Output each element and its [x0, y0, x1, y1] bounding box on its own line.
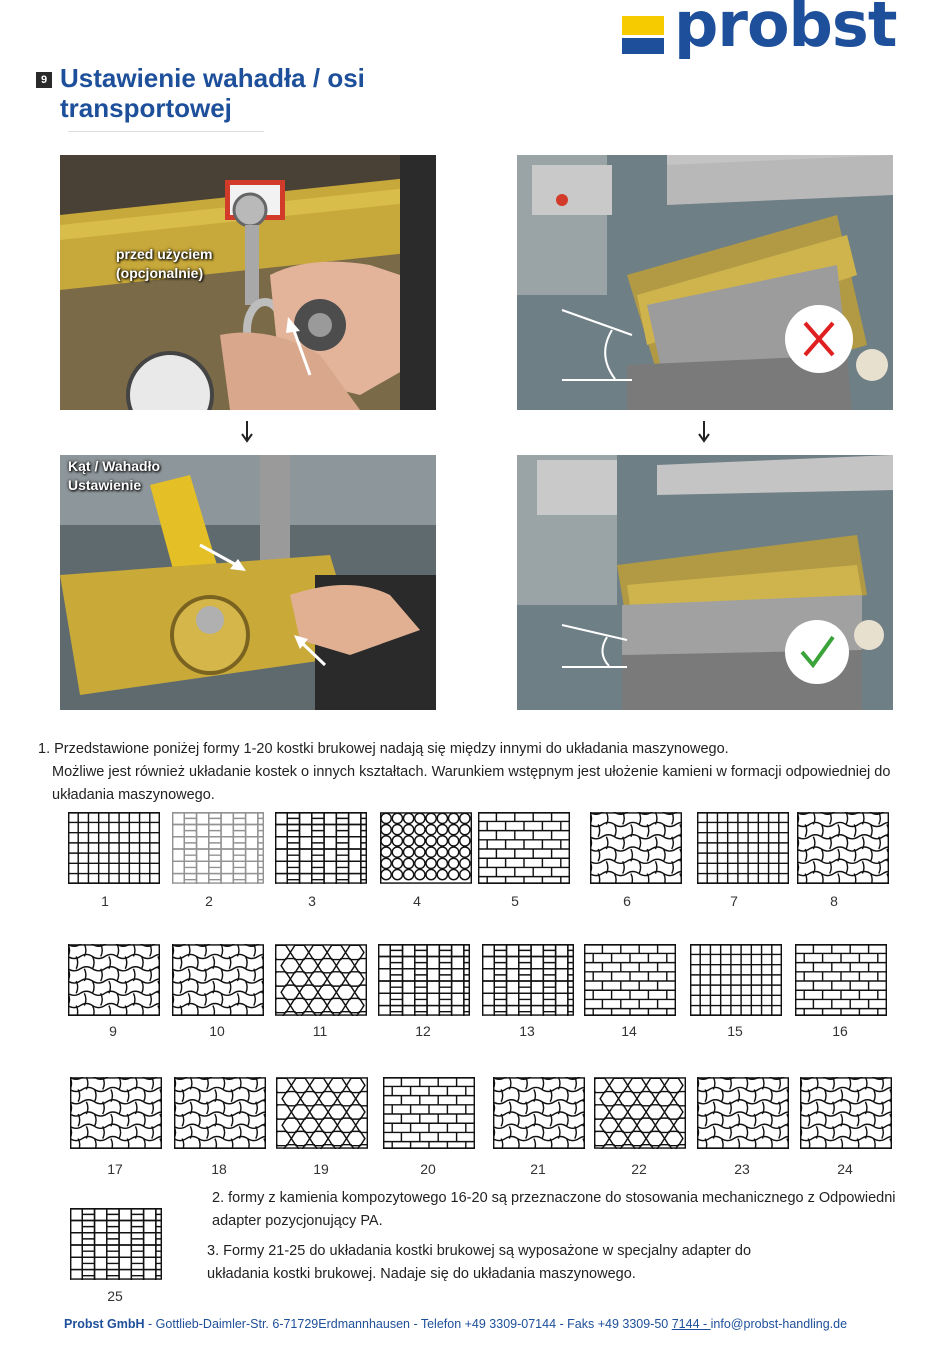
pattern-number: 22 — [631, 1161, 647, 1177]
check-icon — [785, 620, 786, 621]
caption-line-1: Kąt / Wahadło — [68, 458, 161, 474]
photo-angle-setting — [60, 455, 436, 710]
instruction-1-line-3: układania maszynowego. — [52, 787, 215, 803]
instruction-1-line-2: Możliwe jest również układanie kostek o innych kształtach. Warunkiem wstępnym jest ułożenie kamieni w formacji odpowiedniej do — [52, 764, 891, 780]
paving-pattern-4 — [380, 812, 472, 884]
section-number-badge: 9 — [36, 72, 52, 88]
pattern-number: 10 — [209, 1023, 225, 1039]
arrow-down-icon — [240, 421, 254, 443]
title-divider — [68, 131, 264, 132]
paving-pattern-2 — [172, 812, 264, 884]
pattern-number: 11 — [312, 1023, 328, 1039]
instruction-1 — [38, 738, 918, 807]
instruction-3-line-1: 3. Formy 21-25 do układania kostki brukowej są wyposażone w specjalny adapter do — [207, 1243, 752, 1259]
photo-wrong-angle — [517, 155, 893, 410]
pattern-number: 9 — [109, 1023, 117, 1039]
paving-pattern-7 — [697, 812, 789, 884]
pattern-number: 14 — [621, 1023, 637, 1039]
pattern-number: 8 — [830, 893, 838, 909]
pattern-number: 23 — [734, 1161, 750, 1177]
pattern-number: 25 — [107, 1288, 123, 1304]
pattern-number: 21 — [530, 1161, 546, 1177]
caption-line-2: (opcjonalnie) — [116, 265, 204, 281]
instruction-2-line-1: 2. formy z kamienia kompozytowego 16-20 są przeznaczone do stosowania mechanicznego z Odpowiedni — [212, 1190, 896, 1206]
instruction-2 — [212, 1187, 932, 1233]
cross-icon — [785, 305, 786, 306]
paving-pattern-10 — [172, 944, 264, 1016]
footer-fax-tail: 7144 - — [671, 1317, 711, 1331]
instruction-1-number: 1. — [38, 741, 51, 757]
pattern-number: 5 — [511, 893, 519, 909]
instruction-2-line-2: adapter pozycjonujący PA. — [212, 1213, 383, 1229]
footer — [64, 1317, 847, 1331]
paving-pattern-16 — [795, 944, 887, 1016]
photo-correct-angle — [517, 455, 893, 710]
footer-email[interactable]: info@probst-handling.de — [710, 1317, 848, 1331]
paving-pattern-6 — [590, 812, 682, 884]
paving-pattern-25 — [70, 1208, 162, 1280]
paving-pattern-12 — [378, 944, 470, 1016]
pattern-number: 24 — [837, 1161, 853, 1177]
pattern-number: 1 — [101, 893, 109, 909]
page-title: Ustawienie wahadła / osi transportowej — [60, 63, 365, 123]
paving-pattern-13 — [482, 944, 574, 1016]
logo-mark-icon — [622, 16, 664, 54]
pattern-number: 15 — [727, 1023, 743, 1039]
paving-pattern-20 — [383, 1077, 475, 1149]
footer-address: - Gottlieb-Daimler-Str. 6-71729Erdmannhausen - Telefon +49 3309-07144 - Faks +49 3309-50 — [144, 1317, 672, 1331]
paving-pattern-22 — [594, 1077, 686, 1149]
pattern-number: 20 — [420, 1161, 436, 1177]
pattern-number: 4 — [413, 893, 421, 909]
paving-pattern-14 — [584, 944, 676, 1016]
pattern-number: 16 — [832, 1023, 848, 1039]
caption-line-1: przed użyciem — [116, 246, 213, 262]
probst-logo — [622, 0, 932, 68]
footer-company: Probst GmbH — [64, 1317, 145, 1331]
paving-pattern-3 — [275, 812, 367, 884]
instruction-3 — [207, 1240, 927, 1286]
caption-angle-setting — [68, 457, 160, 495]
paving-pattern-15 — [690, 944, 782, 1016]
instruction-1-line-1: Przedstawione poniżej formy 1-20 kostki brukowej nadają się między innymi do układania maszynowego. — [54, 741, 729, 757]
caption-before-use — [116, 245, 212, 283]
arrow-down-icon — [697, 421, 711, 443]
paving-pattern-23 — [697, 1077, 789, 1149]
paving-pattern-17 — [70, 1077, 162, 1149]
pattern-number: 12 — [415, 1023, 431, 1039]
paving-pattern-5 — [478, 812, 570, 884]
paving-pattern-1 — [68, 812, 160, 884]
pattern-number: 7 — [730, 893, 738, 909]
pattern-number: 18 — [211, 1161, 227, 1177]
caption-line-2: Ustawienie — [68, 477, 142, 493]
pattern-number: 2 — [205, 893, 213, 909]
instruction-3-line-2: układania kostki brukowej. Nadaje się do układania maszynowego. — [207, 1266, 636, 1282]
paving-pattern-8 — [797, 812, 889, 884]
brand-name: probst — [674, 0, 897, 61]
pattern-number: 13 — [519, 1023, 535, 1039]
paving-pattern-19 — [276, 1077, 368, 1149]
paving-pattern-18 — [174, 1077, 266, 1149]
pattern-number: 3 — [308, 893, 316, 909]
photo-before-use — [60, 155, 436, 410]
pattern-number: 6 — [623, 893, 631, 909]
paving-pattern-11 — [275, 944, 367, 1016]
paving-pattern-21 — [493, 1077, 585, 1149]
paving-pattern-9 — [68, 944, 160, 1016]
paving-pattern-24 — [800, 1077, 892, 1149]
pattern-number: 17 — [107, 1161, 123, 1177]
pattern-number: 19 — [313, 1161, 329, 1177]
